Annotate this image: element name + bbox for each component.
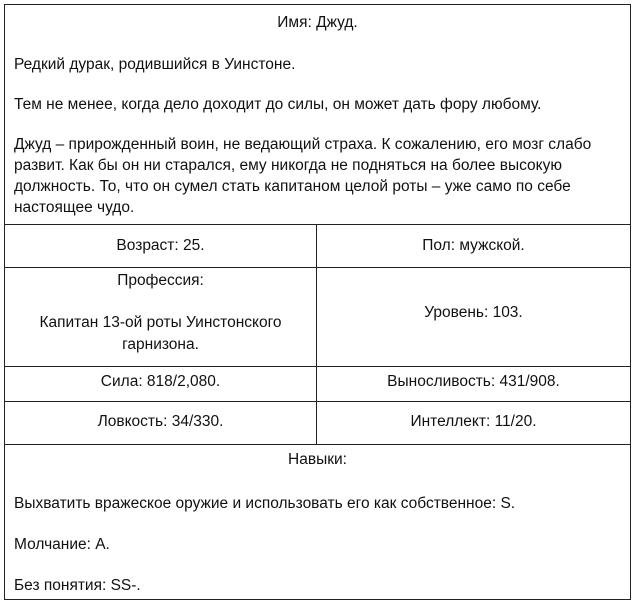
gender-value: Пол: мужской. [422, 237, 525, 254]
name-line: Имя: Джуд. [277, 14, 358, 31]
endurance-value: Выносливость: 431/908. [387, 373, 560, 390]
divider [5, 267, 630, 268]
intellect-value: Интеллект: 11/20. [410, 413, 537, 430]
skill-item: Без понятия: SS-. [14, 577, 141, 594]
divider [5, 366, 630, 367]
skill-item: Молчание: A. [14, 536, 110, 553]
bio-paragraph-2: Тем не менее, когда дело доходит до силы, он может дать фору любому. [14, 96, 542, 113]
level-value: Уровень: 103. [424, 304, 523, 321]
character-sheet [4, 4, 631, 600]
bio-paragraph-3: Джуд – прирожденный воин, не ведающий страха. К сожалению, его мозг слабо развит. Как бы он ни старался, ему никогда не подняться на более высокую должность. То, что он сумел стать капитаном целой роты – уже само по себе настоящее чудо. [14, 136, 592, 216]
profession-value: Капитан 13-ой роты Уинстонского [39, 314, 282, 331]
skills-heading: Навыки: [288, 451, 347, 468]
bio-paragraph-1: Редкий дурак, родившийся в Уинстоне. [14, 56, 296, 73]
agility-value: Ловкость: 34/330. [97, 413, 224, 430]
divider [5, 444, 630, 445]
age-value: Возраст: 25. [116, 237, 205, 254]
skill-item: Выхватить вражеское оружие и использовать его как собственное: S. [14, 495, 516, 512]
divider [5, 224, 630, 225]
profession-label: Профессия: [117, 272, 204, 289]
divider [5, 401, 630, 402]
strength-value: Сила: 818/2,080. [100, 373, 221, 390]
profession-value: гарнизона. [122, 336, 199, 353]
